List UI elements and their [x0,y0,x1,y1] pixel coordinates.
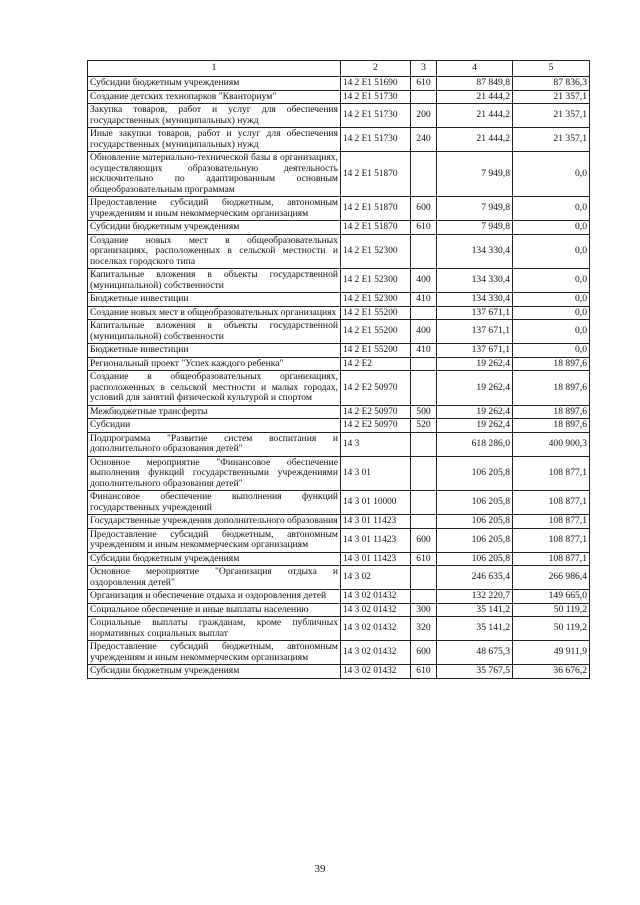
row-amount-col4: 137 671,1 [437,320,513,344]
row-code: 14 2 E1 51730 [341,104,411,128]
row-expense-type [411,371,437,406]
row-expense-type [411,152,437,197]
table-row [88,566,590,590]
row-name: Иные закупки товаров, работ и услуг для обеспечения государственных (муниципальных) нужд [88,128,341,152]
table-row [88,617,590,641]
row-code: 14 2 E1 51870 [341,221,411,235]
row-name: Создание новых мест в общеобразовательных организациях, расположенных в сельской местности и поселках городского типа [88,234,341,269]
row-expense-type: 520 [411,419,437,433]
row-name: Основное мероприятие "Организация отдыха и оздоровления детей" [88,566,341,590]
row-code: 14 2 E1 52300 [341,293,411,307]
row-amount-col5: 149 665,0 [513,590,590,604]
row-amount-col4: 246 635,4 [437,566,513,590]
row-code: 14 3 02 [341,566,411,590]
row-amount-col5: 18 897,6 [513,371,590,406]
row-expense-type: 400 [411,320,437,344]
page-number: 39 [314,863,326,875]
row-amount-col5: 0,0 [513,269,590,293]
row-amount-col4: 21 444,2 [437,104,513,128]
row-name: Государственные учреждения дополнительного образования [88,515,341,529]
row-amount-col5: 266 986,4 [513,566,590,590]
row-amount-col5: 400 900,3 [513,432,590,456]
header-col-2: 2 [341,61,411,77]
row-amount-col5: 21 357,1 [513,128,590,152]
row-expense-type [411,566,437,590]
row-amount-col5: 18 897,6 [513,419,590,433]
row-amount-col5: 108 877,1 [513,515,590,529]
row-name: Финансовое обеспечение выполнения функций государственных учреждений [88,491,341,515]
row-expense-type [411,491,437,515]
row-code: 14 2 E1 51690 [341,77,411,91]
row-code: 14 2 E1 51730 [341,90,411,104]
row-amount-col4: 35 141,2 [437,603,513,617]
row-amount-col4: 134 330,4 [437,269,513,293]
table-row [88,90,590,104]
row-expense-type: 400 [411,269,437,293]
row-expense-type: 200 [411,104,437,128]
header-col-1: 1 [88,61,341,77]
table-row [88,405,590,419]
row-amount-col4: 48 675,3 [437,641,513,665]
row-expense-type [411,590,437,604]
row-name: Предоставление субсидий бюджетным, автономным учреждениям и иным некоммерческим организациям [88,641,341,665]
row-expense-type: 610 [411,221,437,235]
table-row [88,104,590,128]
row-expense-type: 610 [411,77,437,91]
row-code: 14 2 E2 [341,357,411,371]
row-name: Предоставление субсидий бюджетным, автономным учреждениям и иным некоммерческим организациям [88,197,341,221]
row-amount-col4: 106 205,8 [437,456,513,491]
row-name: Социальные выплаты гражданам, кроме публичных нормативных социальных выплат [88,617,341,641]
row-expense-type: 610 [411,552,437,566]
table-row [88,152,590,197]
row-amount-col5: 50 119,2 [513,617,590,641]
row-amount-col4: 19 262,4 [437,357,513,371]
row-name: Социальное обеспечение и иные выплаты населению [88,603,341,617]
table-row [88,432,590,456]
row-name: Субсидии бюджетным учреждениям [88,665,341,679]
row-amount-col5: 108 877,1 [513,552,590,566]
row-expense-type: 410 [411,344,437,358]
row-code: 14 2 E2 50970 [341,405,411,419]
row-amount-col4: 35 141,2 [437,617,513,641]
row-expense-type: 500 [411,405,437,419]
row-name: Региональный проект "Успех каждого ребенка" [88,357,341,371]
row-amount-col5: 18 897,6 [513,405,590,419]
row-amount-col5: 21 357,1 [513,90,590,104]
row-code: 14 2 E1 51870 [341,197,411,221]
row-code: 14 2 E1 51870 [341,152,411,197]
row-amount-col4: 87 849,8 [437,77,513,91]
table-row [88,221,590,235]
table-row [88,491,590,515]
row-expense-type [411,306,437,320]
row-code: 14 3 02 01432 [341,665,411,679]
row-amount-col4: 106 205,8 [437,552,513,566]
row-amount-col4: 106 205,8 [437,491,513,515]
row-amount-col4: 35 767,5 [437,665,513,679]
table-row [88,269,590,293]
table-row [88,515,590,529]
row-code: 14 3 02 01432 [341,590,411,604]
row-name: Субсидии [88,419,341,433]
row-amount-col5: 108 877,1 [513,491,590,515]
table-row [88,320,590,344]
row-name: Капитальные вложения в объекты государственной (муниципальной) собственности [88,269,341,293]
row-amount-col5: 18 897,6 [513,357,590,371]
row-code: 14 3 01 11423 [341,515,411,529]
row-amount-col4: 106 205,8 [437,528,513,552]
row-code: 14 2 E1 55200 [341,320,411,344]
row-amount-col5: 36 676,2 [513,665,590,679]
row-name: Создание в общеобразовательных организациях, расположенных в сельской местности и малых городах, условий для занятий физической культурой и спортом [88,371,341,406]
budget-table [87,60,590,679]
table-row [88,603,590,617]
row-name: Субсидии бюджетным учреждениям [88,552,341,566]
row-expense-type [411,456,437,491]
row-code: 14 2 E1 55200 [341,306,411,320]
row-name: Бюджетные инвестиции [88,293,341,307]
row-amount-col4: 7 949,8 [437,221,513,235]
table-row [88,528,590,552]
row-expense-type [411,515,437,529]
row-expense-type [411,234,437,269]
row-name: Субсидии бюджетным учреждениям [88,221,341,235]
row-amount-col5: 0,0 [513,293,590,307]
row-code: 14 3 01 [341,456,411,491]
header-col-4: 4 [437,61,513,77]
row-amount-col4: 21 444,2 [437,90,513,104]
row-code: 14 3 01 11423 [341,552,411,566]
table-row [88,552,590,566]
row-name: Подпрограмма "Развитие систем воспитания и дополнительного образования детей" [88,432,341,456]
row-amount-col5: 0,0 [513,306,590,320]
table-row [88,344,590,358]
row-code: 14 2 E1 52300 [341,234,411,269]
row-amount-col4: 7 949,8 [437,152,513,197]
row-name: Бюджетные инвестиции [88,344,341,358]
row-amount-col5: 0,0 [513,221,590,235]
row-amount-col5: 108 877,1 [513,456,590,491]
table-row [88,641,590,665]
row-amount-col4: 618 286,0 [437,432,513,456]
row-name: Организация и обеспечение отдыха и оздоровления детей [88,590,341,604]
row-code: 14 2 E2 50970 [341,419,411,433]
table-row [88,590,590,604]
row-expense-type: 600 [411,528,437,552]
row-code: 14 3 02 01432 [341,603,411,617]
row-code: 14 2 E1 52300 [341,269,411,293]
row-expense-type: 240 [411,128,437,152]
budget-table-page [87,60,589,679]
row-amount-col5: 0,0 [513,152,590,197]
row-code: 14 2 E1 51730 [341,128,411,152]
row-expense-type: 410 [411,293,437,307]
row-amount-col4: 137 671,1 [437,344,513,358]
table-row [88,234,590,269]
table-row [88,419,590,433]
row-name: Предоставление субсидий бюджетным, автономным учреждениям и иным некоммерческим организациям [88,528,341,552]
row-expense-type: 600 [411,197,437,221]
table-row [88,197,590,221]
row-amount-col4: 134 330,4 [437,234,513,269]
row-amount-col4: 106 205,8 [437,515,513,529]
row-expense-type: 610 [411,665,437,679]
row-amount-col5: 0,0 [513,344,590,358]
row-name: Субсидии бюджетным учреждениям [88,77,341,91]
row-name: Межбюджетные трансферты [88,405,341,419]
row-amount-col4: 132 220,7 [437,590,513,604]
row-expense-type: 320 [411,617,437,641]
row-amount-col4: 19 262,4 [437,419,513,433]
header-row [88,61,590,77]
row-amount-col4: 134 330,4 [437,293,513,307]
row-name: Закупка товаров, работ и услуг для обеспечения государственных (муниципальных) нужд [88,104,341,128]
row-name: Капитальные вложения в объекты государственной (муниципальной) собственности [88,320,341,344]
row-name: Создание детских технопарков "Кванториум" [88,90,341,104]
row-amount-col4: 19 262,4 [437,371,513,406]
row-amount-col4: 7 949,8 [437,197,513,221]
table-row [88,293,590,307]
row-code: 14 3 01 11423 [341,528,411,552]
table-row [88,357,590,371]
table-row [88,456,590,491]
table-row [88,371,590,406]
row-expense-type: 600 [411,641,437,665]
row-code: 14 3 [341,432,411,456]
row-expense-type [411,357,437,371]
row-amount-col5: 50 119,2 [513,603,590,617]
row-code: 14 2 E1 55200 [341,344,411,358]
row-expense-type [411,90,437,104]
header-col-5: 5 [513,61,590,77]
row-code: 14 3 01 10000 [341,491,411,515]
row-amount-col4: 19 262,4 [437,405,513,419]
table-row [88,128,590,152]
row-amount-col5: 0,0 [513,320,590,344]
row-amount-col5: 21 357,1 [513,104,590,128]
row-amount-col5: 0,0 [513,197,590,221]
row-amount-col5: 0,0 [513,234,590,269]
row-amount-col5: 108 877,1 [513,528,590,552]
row-expense-type: 300 [411,603,437,617]
row-code: 14 2 E2 50970 [341,371,411,406]
row-amount-col4: 137 671,1 [437,306,513,320]
row-name: Создание новых мест в общеобразовательных организациях [88,306,341,320]
table-row [88,665,590,679]
table-row [88,77,590,91]
table-row [88,306,590,320]
row-code: 14 3 02 01432 [341,641,411,665]
header-col-3: 3 [411,61,437,77]
row-expense-type [411,432,437,456]
row-code: 14 3 02 01432 [341,617,411,641]
row-amount-col5: 87 836,3 [513,77,590,91]
row-amount-col4: 21 444,2 [437,128,513,152]
row-name: Обновление материально-технической базы в организациях, осуществляющих образовательную деятельность исключительно по адаптированным основным общеобразовательным программам [88,152,341,197]
row-amount-col5: 49 911,9 [513,641,590,665]
row-name: Основное мероприятие "Финансовое обеспечение выполнения функций государственными учреждениями дополнительного образования детей" [88,456,341,491]
